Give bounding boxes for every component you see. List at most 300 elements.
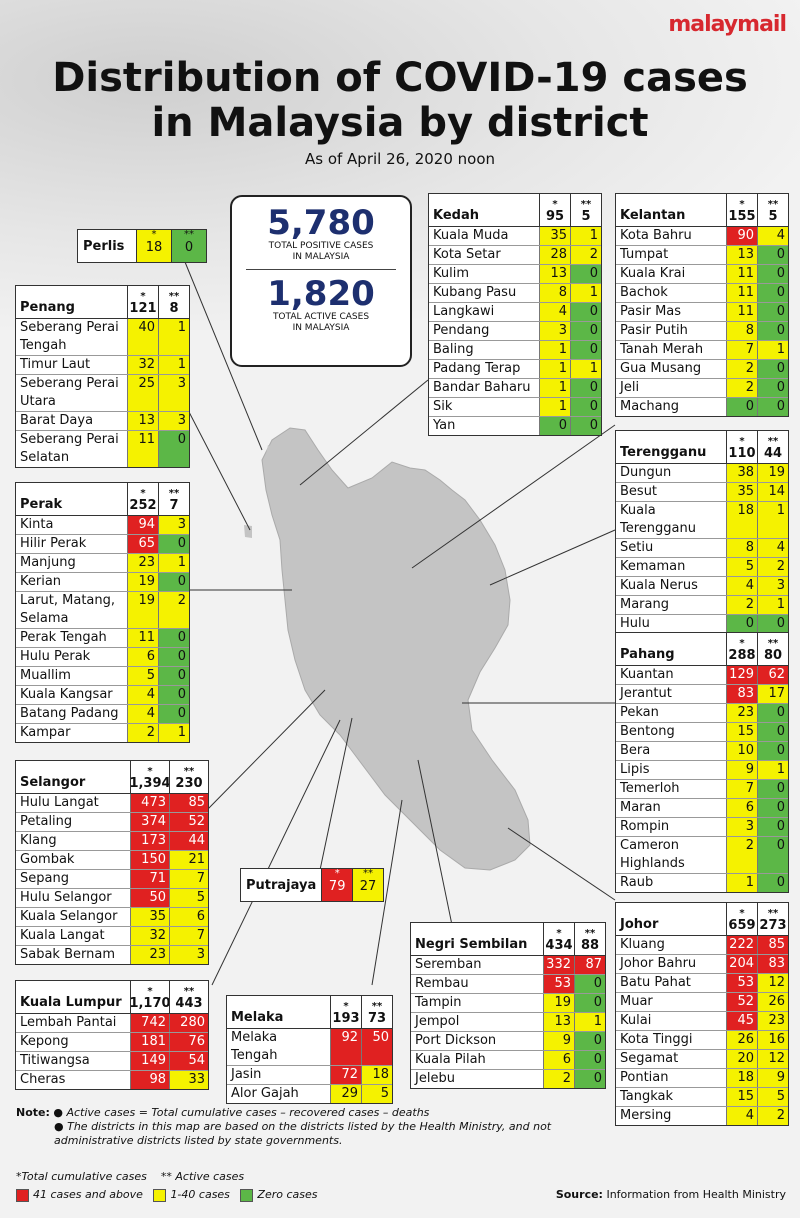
- district-name: Kerian: [20, 574, 62, 589]
- district-total: 7: [726, 341, 757, 359]
- district-total: 13: [127, 412, 158, 430]
- state-box-penang: [15, 285, 190, 468]
- district-name: Bachok: [620, 285, 668, 300]
- district-total: 4: [127, 705, 158, 723]
- district-row: [16, 667, 189, 686]
- district-row: [616, 360, 788, 379]
- district-row: [16, 686, 189, 705]
- state-active: 73: [367, 1011, 387, 1026]
- district-name: Marang: [620, 597, 669, 612]
- district-row: [16, 431, 189, 467]
- district-name: Bentong: [620, 724, 675, 739]
- district-name: Kuantan: [620, 667, 674, 682]
- state-total: 288: [728, 648, 756, 663]
- district-total: 11: [726, 265, 757, 283]
- district-active: 26: [757, 993, 788, 1011]
- note-1-row: Note: ● Active cases = Total cumulative cases – recovered cases – deaths: [16, 1106, 430, 1119]
- district-name: Petaling: [20, 814, 73, 829]
- district-row: [411, 1032, 605, 1051]
- district-name: Batang Padang: [20, 706, 119, 721]
- district-total: 19: [127, 592, 158, 628]
- district-row: [429, 341, 601, 360]
- district-total: 1: [539, 398, 570, 416]
- district-name: Kubang Pasu: [433, 285, 517, 300]
- district-row: [16, 946, 208, 964]
- district-active: 3: [169, 946, 208, 964]
- total-mark: *: [151, 229, 157, 240]
- district-total: 11: [726, 303, 757, 321]
- subtitle: As of April 26, 2020 noon: [304, 150, 496, 168]
- district-active: 54: [169, 1052, 208, 1070]
- district-row: [16, 648, 189, 667]
- state-box-negri-sembilan: [410, 922, 606, 1089]
- active-mark: **: [584, 928, 596, 939]
- district-name: Seberang Perai Tengah: [20, 320, 119, 353]
- district-name: Kepong: [20, 1034, 69, 1049]
- state-total: 95: [545, 209, 565, 224]
- district-active: 1: [570, 360, 601, 378]
- district-total: 50: [130, 889, 169, 907]
- district-active: 1: [570, 284, 601, 302]
- district-active: 23: [757, 1012, 788, 1030]
- district-name: Cameron Highlands: [620, 838, 685, 871]
- district-name: Maran: [620, 800, 661, 815]
- district-name: Bera: [620, 743, 651, 758]
- title-line-1: Distribution of COVID-19 cases: [52, 55, 748, 101]
- source-text: Information from Health Ministry: [606, 1188, 786, 1201]
- district-row: [616, 1107, 788, 1125]
- state-total: 155: [728, 209, 756, 224]
- district-name: Kuala Langat: [20, 928, 105, 943]
- district-name: Temerloh: [620, 781, 680, 796]
- district-total: 15: [726, 723, 757, 741]
- district-row: [16, 1071, 208, 1089]
- district-row: [227, 1085, 392, 1103]
- state-active: 44: [763, 446, 783, 461]
- state-box-perak: [15, 482, 190, 743]
- district-row: [429, 303, 601, 322]
- district-active: 0: [158, 705, 189, 723]
- state-box-johor: [615, 902, 789, 1126]
- district-row: [16, 832, 208, 851]
- district-active: 1: [757, 502, 788, 538]
- active-mark: **: [183, 986, 195, 997]
- district-row: [429, 398, 601, 417]
- state-name: Kedah: [433, 208, 479, 223]
- legend-active-mark: **: [160, 1170, 172, 1183]
- district-name: Hulu Langat: [20, 795, 99, 810]
- district-total: 38: [726, 464, 757, 482]
- district-active: 76: [169, 1033, 208, 1051]
- district-active: 16: [757, 1031, 788, 1049]
- state-total: 1,170: [129, 996, 171, 1011]
- district-total: 2: [726, 596, 757, 614]
- district-row: [616, 483, 788, 502]
- district-total: 0: [726, 398, 757, 416]
- district-name: Setiu: [620, 540, 654, 555]
- total-mark: *: [343, 1001, 349, 1012]
- state-active: 80: [763, 648, 783, 663]
- total-mark: *: [140, 488, 146, 499]
- district-row: [429, 246, 601, 265]
- legend-colors-row: [16, 1188, 436, 1202]
- legend-yellow-swatch: [153, 1189, 166, 1202]
- district-active: 0: [570, 341, 601, 359]
- legend-active-label: Active cases: [175, 1170, 245, 1183]
- district-row: [411, 994, 605, 1013]
- district-active: 5: [361, 1085, 392, 1103]
- district-total: 2: [726, 837, 757, 873]
- active-mark: **: [168, 488, 180, 499]
- state-total: 110: [728, 446, 756, 461]
- state-total: 193: [332, 1011, 360, 1026]
- district-row: [411, 956, 605, 975]
- total-mark: *: [147, 986, 153, 997]
- district-active: 3: [158, 516, 189, 534]
- district-active: 52: [169, 813, 208, 831]
- source: [556, 1188, 786, 1202]
- district-row: [227, 1066, 392, 1085]
- district-total: 23: [726, 704, 757, 722]
- state-name: Perlis: [83, 238, 125, 254]
- state-total-header: [539, 194, 570, 226]
- district-row: [16, 1052, 208, 1071]
- active-mark: **: [767, 908, 779, 919]
- district-total: 13: [726, 246, 757, 264]
- district-active: 21: [169, 851, 208, 869]
- state-box-pahang: [615, 632, 789, 893]
- district-row: [16, 927, 208, 946]
- state-total: 434: [545, 938, 573, 953]
- state-total: 18: [145, 240, 163, 255]
- district-row: [16, 889, 208, 908]
- district-name: Melaka Tengah: [231, 1030, 278, 1063]
- total-mark: *: [739, 199, 745, 210]
- state-name: Perak: [20, 497, 63, 512]
- district-name: Yan: [433, 418, 456, 433]
- state-active: 5: [581, 209, 591, 224]
- total-positive-value: 5,780: [267, 203, 375, 243]
- district-total: 23: [127, 554, 158, 572]
- district-name: Bandar Baharu: [433, 380, 531, 395]
- state-header: [411, 923, 605, 956]
- district-active: 0: [757, 615, 788, 651]
- district-total: 0: [726, 615, 757, 651]
- district-active: 1: [158, 724, 189, 742]
- district-active: 1: [757, 596, 788, 614]
- district-total: 53: [726, 974, 757, 992]
- district-row: [616, 577, 788, 596]
- district-row: [16, 535, 189, 554]
- total-active-label-1: TOTAL ACTIVE CASES: [272, 312, 370, 322]
- legend-total-label: Total cumulative cases: [21, 1170, 147, 1183]
- district-name: Gombak: [20, 852, 75, 867]
- district-active: 1: [757, 341, 788, 359]
- district-total: 9: [543, 1032, 574, 1050]
- district-row: [16, 629, 189, 648]
- state-active: 0: [184, 240, 194, 255]
- district-active: 44: [169, 832, 208, 850]
- note-1: Active cases = Total cumulative cases – recovered cases – deaths: [66, 1106, 430, 1119]
- district-row: [429, 322, 601, 341]
- district-name: Pendang: [433, 323, 490, 338]
- district-total: 65: [127, 535, 158, 553]
- state-box-melaka: [226, 995, 393, 1104]
- district-row: [616, 818, 788, 837]
- state-header: [16, 981, 208, 1014]
- district-row: [616, 955, 788, 974]
- district-name: Kuala Muda: [433, 228, 509, 243]
- state-header: [16, 761, 208, 794]
- district-total: 45: [726, 1012, 757, 1030]
- district-row: [16, 319, 189, 356]
- district-row: [16, 412, 189, 431]
- district-total: 4: [726, 1107, 757, 1125]
- state-header: [616, 633, 788, 666]
- district-name: Mersing: [620, 1108, 672, 1123]
- district-name: Larut, Matang, Selama: [20, 593, 116, 626]
- state-header: [227, 996, 392, 1029]
- putrajaya-row: [241, 869, 383, 901]
- district-row: [16, 592, 189, 629]
- active-mark: **: [184, 229, 194, 240]
- district-total: 2: [127, 724, 158, 742]
- district-active: 0: [757, 780, 788, 798]
- legend-green-label: Zero cases: [257, 1188, 318, 1201]
- district-name: Manjung: [20, 555, 76, 570]
- district-active: 3: [757, 577, 788, 595]
- district-name: Kemaman: [620, 559, 686, 574]
- district-active: 4: [757, 227, 788, 245]
- district-total: 4: [539, 303, 570, 321]
- district-row: [16, 908, 208, 927]
- district-name: Pasir Putih: [620, 323, 688, 338]
- district-name: Perak Tengah: [20, 630, 107, 645]
- district-active: 0: [757, 818, 788, 836]
- district-row: [429, 417, 601, 435]
- district-name: Kuala Krai: [620, 266, 686, 281]
- district-name: Hulu Selangor: [20, 890, 112, 905]
- district-active: 17: [757, 685, 788, 703]
- state-box-kuala-lumpur: [15, 980, 209, 1090]
- district-total: 40: [127, 319, 158, 355]
- district-name: Muallim: [20, 668, 71, 683]
- district-name: Pontian: [620, 1070, 669, 1085]
- state-active: 230: [175, 776, 203, 791]
- district-name: Rembau: [415, 976, 469, 991]
- state-total-header: [726, 431, 757, 463]
- district-row: [616, 780, 788, 799]
- district-total: 11: [127, 629, 158, 647]
- state-header: [616, 903, 788, 936]
- district-total: 71: [130, 870, 169, 888]
- district-row: [616, 596, 788, 615]
- district-total: 8: [726, 322, 757, 340]
- district-row: [429, 379, 601, 398]
- district-total: 53: [543, 975, 574, 993]
- district-total: 181: [130, 1033, 169, 1051]
- district-active: 1: [158, 356, 189, 374]
- state-total: 79: [328, 879, 346, 894]
- district-row: [616, 666, 788, 685]
- district-total: 8: [539, 284, 570, 302]
- district-active: 19: [757, 464, 788, 482]
- state-total-header: [726, 903, 757, 935]
- state-name: Kelantan: [620, 208, 686, 223]
- district-name: Kota Setar: [433, 247, 501, 262]
- district-name: Machang: [620, 399, 680, 414]
- district-name: Raub: [620, 875, 654, 890]
- state-active-header: [757, 194, 788, 226]
- district-row: [16, 1033, 208, 1052]
- district-row: [616, 742, 788, 761]
- state-total-header: [127, 483, 158, 515]
- district-active: 1: [574, 1013, 605, 1031]
- state-active-header: [574, 923, 605, 955]
- state-box-kedah: [428, 193, 602, 436]
- district-row: [616, 246, 788, 265]
- district-total: 1: [539, 360, 570, 378]
- district-active: 1: [158, 554, 189, 572]
- district-active: 0: [757, 742, 788, 760]
- district-total: 98: [130, 1071, 169, 1089]
- district-total: 94: [127, 516, 158, 534]
- district-total: 3: [726, 818, 757, 836]
- district-row: [616, 284, 788, 303]
- district-total: 374: [130, 813, 169, 831]
- district-total: 150: [130, 851, 169, 869]
- active-mark: **: [183, 766, 195, 777]
- district-row: [616, 1012, 788, 1031]
- district-name: Barat Daya: [20, 413, 94, 428]
- district-row: [616, 1069, 788, 1088]
- district-total: 11: [127, 431, 158, 467]
- district-row: [411, 1013, 605, 1032]
- state-active: 5: [768, 209, 778, 224]
- district-active: 1: [757, 761, 788, 779]
- district-total: 52: [726, 993, 757, 1011]
- district-name: Batu Pahat: [620, 975, 691, 990]
- state-active-header: [158, 483, 189, 515]
- district-total: 72: [330, 1066, 361, 1084]
- district-active: 0: [757, 246, 788, 264]
- district-row: [616, 303, 788, 322]
- district-row: [616, 974, 788, 993]
- district-active: 9: [757, 1069, 788, 1087]
- district-total: 8: [726, 539, 757, 557]
- state-active-cell: [352, 869, 383, 901]
- district-total: 6: [543, 1051, 574, 1069]
- district-name: Kuala Pilah: [415, 1052, 486, 1067]
- district-name: Klang: [20, 833, 57, 848]
- district-row: [616, 502, 788, 539]
- district-active: 0: [574, 1051, 605, 1069]
- total-active-value: 1,820: [267, 274, 375, 314]
- state-box-kelantan: [615, 193, 789, 417]
- district-row: [429, 227, 601, 246]
- state-box-terengganu: [615, 430, 789, 652]
- district-row: [16, 794, 208, 813]
- district-total: 15: [726, 1088, 757, 1106]
- district-total: 28: [539, 246, 570, 264]
- state-total-cell: [136, 230, 171, 262]
- state-box-putrajaya: [240, 868, 384, 902]
- district-total: 332: [543, 956, 574, 974]
- state-name: Johor: [620, 917, 659, 932]
- district-active: 0: [158, 686, 189, 704]
- district-total: 92: [330, 1029, 361, 1065]
- district-name: Kota Bahru: [620, 228, 692, 243]
- district-row: [16, 705, 189, 724]
- district-active: 0: [757, 723, 788, 741]
- district-active: 4: [757, 539, 788, 557]
- district-row: [616, 558, 788, 577]
- district-active: 0: [757, 303, 788, 321]
- district-row: [411, 975, 605, 994]
- district-row: [616, 398, 788, 416]
- district-active: 3: [158, 375, 189, 411]
- district-active: 6: [169, 908, 208, 926]
- district-name: Padang Terap: [433, 361, 521, 376]
- district-total: 6: [127, 648, 158, 666]
- district-name: Timur Laut: [20, 357, 91, 372]
- state-header: [616, 431, 788, 464]
- district-name: Muar: [620, 994, 653, 1009]
- state-active-header: [361, 996, 392, 1028]
- district-name: Pasir Mas: [620, 304, 682, 319]
- state-active: 8: [169, 301, 179, 316]
- district-name: Lembah Pantai: [20, 1015, 117, 1030]
- leader-penang: [188, 410, 250, 530]
- district-name: Sepang: [20, 871, 69, 886]
- district-total: 35: [130, 908, 169, 926]
- district-name: Kuala Terengganu: [620, 503, 696, 536]
- district-row: [616, 799, 788, 818]
- district-active: 0: [158, 573, 189, 591]
- district-row: [616, 1050, 788, 1069]
- district-name: Rompin: [620, 819, 670, 834]
- district-total: 4: [127, 686, 158, 704]
- title-line-2: in Malaysia by district: [151, 100, 649, 146]
- district-row: [616, 1031, 788, 1050]
- district-active: 85: [169, 794, 208, 812]
- district-total: 25: [127, 375, 158, 411]
- district-name: Pekan: [620, 705, 659, 720]
- district-active: 12: [757, 1050, 788, 1068]
- district-name: Kluang: [620, 937, 665, 952]
- district-total: 149: [130, 1052, 169, 1070]
- district-name: Langkawi: [433, 304, 495, 319]
- district-total: 9: [726, 761, 757, 779]
- district-total: 19: [543, 994, 574, 1012]
- district-name: Gua Musang: [620, 361, 702, 376]
- district-row: [616, 993, 788, 1012]
- state-header: [429, 194, 601, 227]
- district-row: [16, 573, 189, 592]
- district-active: 0: [574, 975, 605, 993]
- district-total: 6: [726, 799, 757, 817]
- state-active-header: [169, 981, 208, 1013]
- state-total-cell: [321, 869, 352, 901]
- state-active: 88: [580, 938, 600, 953]
- active-mark: **: [580, 199, 592, 210]
- district-row: [616, 464, 788, 483]
- state-active: 443: [175, 996, 203, 1011]
- total-positive-label-1: TOTAL POSITIVE CASES: [268, 241, 374, 251]
- district-active: 0: [570, 379, 601, 397]
- district-active: 0: [570, 322, 601, 340]
- district-name: Kulim: [433, 266, 470, 281]
